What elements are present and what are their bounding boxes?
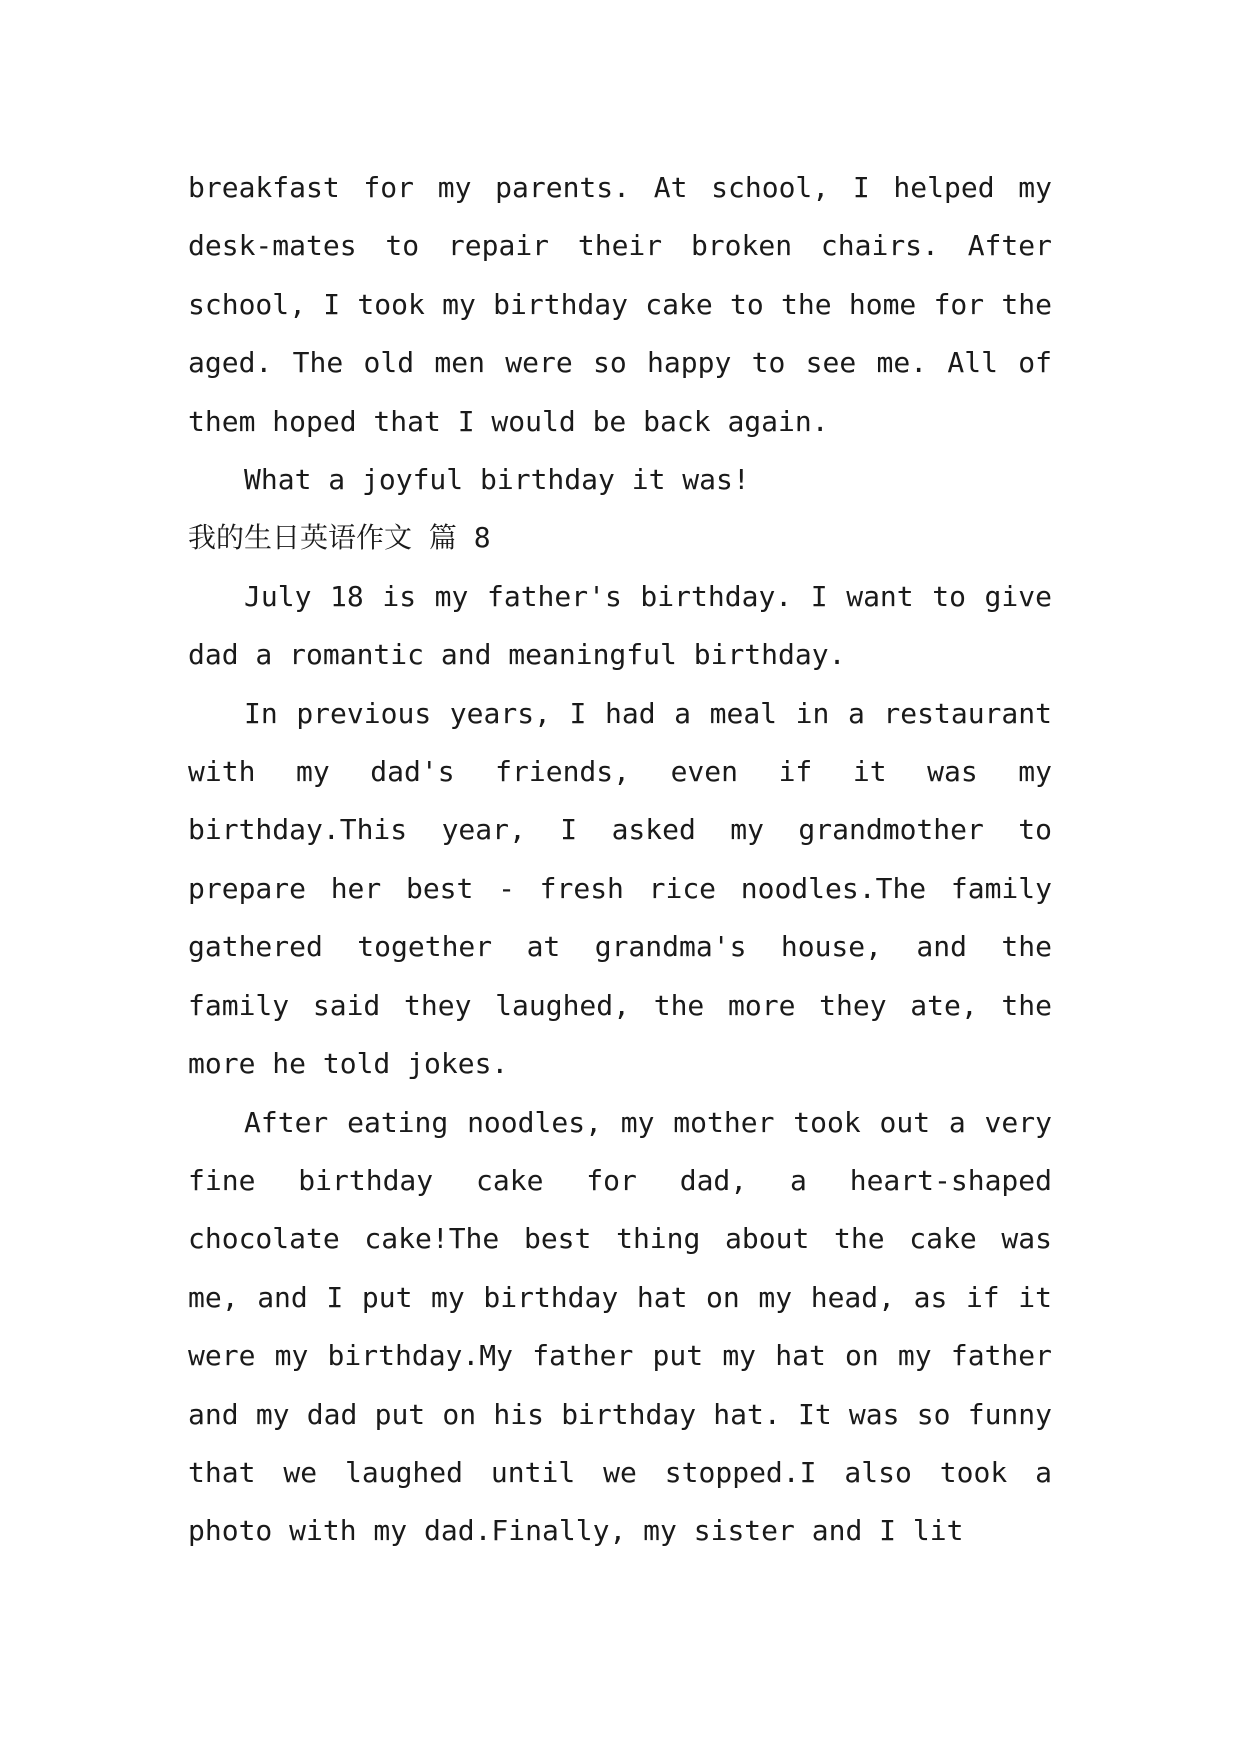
paragraph-cake: After eating noodles, my mother took out a very fine birthday cake for dad, a heart-shaped chocolate cake!The best thing about the cake was me, and I put my birthday hat on my head, as if it were my birthday.My father put my hat on my father and my dad put on his birthday hat. It was so funny that we laughed until we stopped.I also took a photo with my dad.Finally, my sister and I lit [188,1105,1052,1548]
section-heading: 我的生日英语作文 篇 8 [188,521,491,555]
paragraph-intro: July 18 is my father's birthday. I want to give dad a romantic and meaningful birthday. [188,579,1052,672]
paragraph-dinner: In previous years, I had a meal in a restaurant with my dad's friends, even if it was my birthday.This year, I asked my grandmother to prepare her best - fresh rice noodles.The family gathered together at grandma's house, and the family said they laughed, the more they ate, the more he told jokes. [188,696,1052,1081]
paragraph-continued: breakfast for my parents. At school, I helped my desk-mates to repair their broken chairs. After school, I took my birthday cake to the home for the aged. The old men were so happy to see me. All of them hoped that I would be back again. [188,171,1052,438]
paragraph-closing: What a joyful birthday it was! [244,463,750,497]
document-page [188,159,1052,1561]
